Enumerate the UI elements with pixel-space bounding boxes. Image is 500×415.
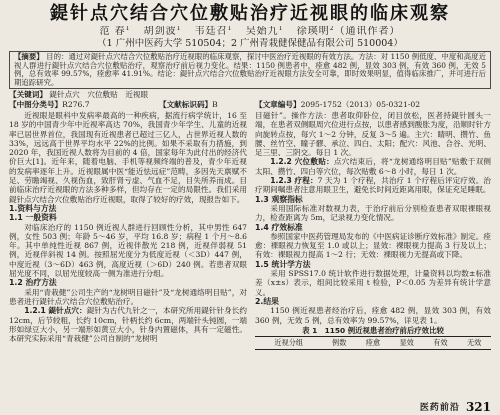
article-title: 鍉针点穴结合穴位敷贴治疗近视眼的临床观察: [50, 3, 450, 24]
table-header-row: [255, 337, 491, 350]
page-number: 321: [465, 399, 491, 414]
subsection-heading: 1.3 观察指标: [255, 194, 303, 204]
observation-paragraph: 采用国际标准对数视力表，于治疗前后分别检查患者双眼裸眼视力，检查距离为 5m，记录视力变化情况。: [255, 203, 491, 223]
document-code-label: 【文献标识码】: [159, 100, 213, 109]
author: 徐瑛明$^2$（通讯作者）: [296, 26, 401, 37]
section-heading: 2.结果: [255, 296, 279, 306]
table-caption: 表 1 1150 例近视患者治疗前后疗效比较: [302, 325, 444, 335]
results-paragraph: 1150 例近视患者经治疗后，痊愈 482 例，显效 303 例，有效 360 例，无效 5 例，总有效率为 99.57%，详见表 1。: [255, 306, 491, 325]
paragraph-lead: 1.2.3 疗程：: [270, 176, 318, 186]
table-header-cell: 例数: [332, 338, 347, 348]
article-number-line: [255, 100, 491, 109]
affiliation: （1 广州中医药大学 510504；2 广州青栽健保健品有限公司 510004）: [97, 38, 403, 49]
author: 吴始九$^1$: [245, 26, 284, 37]
paragraph-text: 点穴结束后，将“龙树通络明目贴”贴敷于双侧太阳、攒竹、四白等穴位，每次贴敷 6～8 小时，每日 1 次。: [255, 157, 491, 176]
article-number-value: 2095-1752（2013）05-0321-02: [300, 100, 421, 109]
journal-name: 医药前沿: [419, 403, 460, 413]
subsection-heading: 1.2 治疗方法: [9, 278, 57, 288]
subsection-heading: 1.1 一般资料: [9, 213, 57, 223]
body-column-left: [9, 111, 247, 399]
author-line: [0, 26, 500, 38]
continued-paragraph: 目磁针”。操作方法：患者取仰卧位，闭目放松，医者持鍉针圆头一端，在患者双侧眼周穴位进行点按，以患者感到酸胀为度，沿顺时针方向旋转点按，每穴 1～2 分钟，反复 3～5 遍。主穴：睛明、攒竹、鱼腰、丝竹空、瞳子髎、承泣、四白、太阳；配穴：风池、合谷、光明、足三里、三阴交。每日 1 次。: [255, 111, 491, 158]
table-header-cell: 痊愈: [365, 338, 381, 348]
page-footer: [419, 396, 491, 414]
abstract-text: 目的：通过对鍉针点穴结合穴位敷贴治疗近视眼的临床观察，探讨中医治疗近视眼的有效方法。方法：对 1150 例低度、中度和高度近视人群进行鍉针点穴结合穴位敷贴治疗，观察治疗前后视力变化。结果：1150 例患者中，痊愈 482 例，显效 303 例，有效 360 例，无效 5 例，总有效率 99.57%，痊愈率 41.91%。结论：鍉针点穴结合穴位敷贴治疗近视眼方法安全可靠，即时效果明显，值得临床推广，并可进行后期追踪研究。: [14, 52, 486, 87]
statistics-paragraph: 采用 SPSS17.0 统计软件进行数据处理，计量资料以均数±标准差（x±s）表示，组间比较采用 t 检验，P＜0.05 为差异有统计学意义。: [255, 269, 491, 297]
paragraph-lead: 1.2.1 鍉针点穴：: [24, 306, 87, 316]
author: 韦廷召$^1$: [194, 26, 233, 37]
course-paragraph: [255, 176, 491, 195]
keywords-label: 【关键词】: [9, 90, 47, 99]
body-column-right: [255, 111, 491, 394]
subsection-heading: 1.5 统计学方法: [255, 259, 311, 269]
treatment-paragraph: 采用“青栽健”公司生产的“龙树明目磁针”及“龙树通络明目贴”，对患者进行鍉针点穴结合穴位敷贴治疗。: [9, 287, 247, 306]
needle-acupoint-paragraph: [9, 306, 247, 343]
table-header-cell: 近视分组: [274, 338, 304, 348]
document-code: [159, 100, 218, 109]
abstract-label: 【摘要】: [14, 52, 44, 61]
keywords-text: 鍉针点穴 穴位敷贴 近视眼: [46, 90, 149, 99]
author: 胡剑波$^1$: [143, 26, 182, 37]
keywords-line: [9, 90, 491, 99]
table-header-cell: 显效: [399, 338, 414, 348]
article-number-label: 【文章编号】: [255, 100, 301, 109]
subsection-heading: 1.4 疗效标准: [255, 222, 303, 232]
classification-label: 【中图分类号】: [9, 100, 63, 109]
table-header-cell: 有效: [433, 338, 448, 348]
general-data-paragraph: 对临床治疗的 1150 例近视人群进行回顾性分析，其中男性 647 例，女性 503 例；年龄 5～46 岁，平均 16.8 岁；病程 1 个月～8.6 年。其中单纯性近视 867 例，近视伴散光 218 例，近视伴弱视 51 例，近视伴斜视 14 例。按照屈光度分为低度近视（＜3D）447 例，中度近视（3～6D）463 例，高度近视（＞6D）240 例。若患者双眼屈光度不同，以屈光度较高一侧为准进行分组。: [9, 222, 247, 279]
acupoint-patch-paragraph: [255, 157, 491, 176]
results-table: [255, 336, 491, 350]
table-header-cell: 无效: [466, 338, 482, 348]
intro-paragraph: 近视眼是眼科中发病率最高的一种疾病，据流行病学统计，16 至 18 岁的中国青少年中近视率高达 70%，我国青少年学生、儿童的近视率已居世界首位，我国现有近视患者已超过三亿人，占世界近视人数的 33%，远远高于世界平均水平 22%的比例。如果不采取有力措施，到 2020 年，我国近视人数将为目前的 4 倍，国家每年为此付出的经济代价巨大[1]。近年来，随着电脑、手机等视频终端的普及，青少年近视的发病率逐年上升。近视眼属中医“能近怯远症”范畴，多因先天禀赋不足、劳瞻竭视、久视伤血，致肝肾亏虚、气血不足，目失所养而成。目前临床治疗近视眼的方法多种多样，但均存在一定的局限性。我们采用鍉针点穴结合穴位敷贴治疗近视眼，取得了较好的疗效，现报告如下。: [9, 111, 247, 204]
classification-value: R276.7: [62, 100, 90, 109]
criteria-paragraph: 参照国家中医药管理局发布的《中医病证诊断疗效标准》制定。痊愈：裸眼视力恢复至 1.0 或以上；显效：裸眼视力提高 3 行及以上；有效：裸眼视力提高 1～2 行；无效：裸眼视力无提高或下降。: [255, 231, 491, 260]
abstract-box: [9, 51, 491, 89]
author: 范 春$^1$: [99, 26, 131, 37]
paragraph-text: 7 天为 1 个疗程，共治疗 1 个疗程后评定疗效。治疗期间嘱患者注意用眼卫生，避免长时间近距离用眼，保证充足睡眠。: [255, 176, 491, 195]
classification-line: [9, 100, 247, 109]
paragraph-lead: 1.2.2 穴位敷贴：: [270, 157, 334, 167]
document-code-value: B: [212, 100, 218, 109]
paragraph-text: 鍉针为古代九针之一，本研究所用鍉针针身长约 12cm，后节较粗，长约 10cm，针柄长约 6cm，两端针头钝圆，一端形如绿豆大小，另一端形如黄豆大小，针身内置磁体，具有一定磁性。本研究实际采用“青栽健”公司自制的“龙树明: [9, 306, 247, 344]
corresponding-author-note: （通讯作者）: [334, 26, 401, 37]
section-heading: 1.资料与方法: [9, 203, 57, 213]
